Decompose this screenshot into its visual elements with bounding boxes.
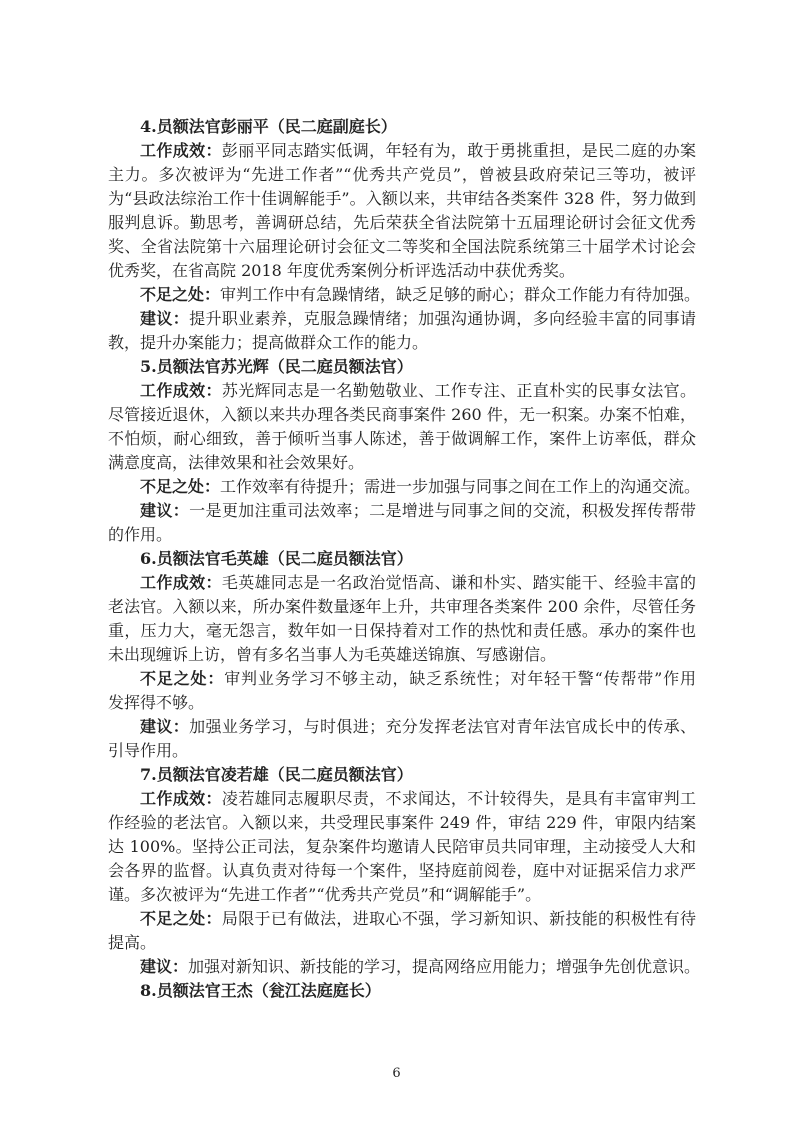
- line-text: 谨。多次被评为“先进工作者”“优秀共产党员”和“调解能手”。: [108, 885, 542, 904]
- judge-section: [108, 763, 701, 979]
- judge-section: [108, 979, 696, 1003]
- paragraph: [108, 307, 696, 355]
- judge-section: [108, 355, 701, 547]
- paragraph: [108, 499, 696, 547]
- line-text: 提高。: [108, 933, 157, 952]
- text-line: [108, 139, 696, 163]
- text-line: [108, 427, 696, 451]
- text-line: [108, 691, 696, 715]
- line-text: 作经验的老法官。入额以来，共受理民事案件 249 件，审结 229 件，审限内结案: [108, 813, 696, 832]
- text-line: [108, 907, 696, 931]
- line-text: 毛英雄同志是一名政治觉悟高、谦和朴实、踏实能干、经验丰富的: [221, 573, 696, 592]
- text-line: [108, 211, 696, 235]
- text-line: [108, 259, 696, 283]
- paragraph-label: 建议：: [140, 717, 190, 736]
- paragraph-label: 工作成效：: [140, 381, 222, 400]
- line-text: 彭丽平同志踏实低调，年轻有为，敢于勇挑重担，是民二庭的办案: [221, 141, 696, 160]
- line-text: 老法官。入额以来，所办案件数量逐年上升，共审理各类案件 200 余件，尽管任务: [108, 597, 696, 616]
- paragraph: [108, 955, 701, 979]
- line-text: 主力。多次被评为“先进工作者”“优秀共产党员”，曾被县政府荣记三等功，被评: [108, 165, 696, 184]
- line-text: 教，提升办案能力；提高做群众工作的能力。: [108, 333, 429, 352]
- text-line: [108, 235, 696, 259]
- line-text: 满意度高，法律效果和社会效果好。: [108, 453, 365, 472]
- text-line: [108, 955, 701, 979]
- paragraph-label: 工作成效：: [140, 573, 222, 592]
- text-line: [108, 595, 696, 619]
- paragraph: [108, 139, 696, 283]
- section-heading: 5.员额法官苏光辉（民二庭员额法官）: [140, 357, 413, 376]
- line-text: 加强业务学习，与时俱进；充分发挥老法官对青年法官成长中的传承、: [189, 717, 696, 736]
- paragraph: [108, 715, 696, 763]
- line-text: 会各界的监督。认真负责对待每一个案件，坚持庭前阅卷，庭中对证据采信力求严: [108, 861, 696, 880]
- line-text: 服判息诉。勤思考，善调研总结，先后荣获全省法院第十五届理论研讨会征文优秀: [108, 213, 696, 232]
- paragraph-label: 建议：: [140, 957, 189, 976]
- line-text: 奖、全省法院第十六届理论研讨会征文二等奖和全国法院系统第三十届学术讨论会: [108, 237, 696, 256]
- line-text: 苏光辉同志是一名勤勉敬业、工作专注、正直朴实的民事女法官。: [221, 381, 696, 400]
- paragraph-label: 工作成效：: [140, 789, 222, 808]
- paragraph-label: 不足之处：: [140, 477, 221, 496]
- text-line: [108, 667, 696, 691]
- text-line: [108, 859, 696, 883]
- text-line: [108, 931, 696, 955]
- line-text: 局限于已有做法，进取心不强，学习新知识、新技能的积极性有待: [221, 909, 696, 928]
- line-text: 尽管接近退休，入额以来共办理各类民商事案件 260 件，无一积案。办案不怕难，: [108, 405, 696, 424]
- text-line: [108, 643, 696, 667]
- line-text: 加强对新知识、新技能的学习，提高网络应用能力；增强争先创优意识。: [188, 957, 701, 976]
- paragraph: [108, 787, 696, 907]
- text-line: [108, 331, 696, 355]
- paragraph-label: 不足之处：: [140, 285, 221, 304]
- line-text: 引导作用。: [108, 741, 189, 760]
- paragraph-label: 建议：: [140, 501, 190, 520]
- line-text: 优秀奖，在省高院 2018 年度优秀案例分析评选活动中获优秀奖。: [108, 261, 575, 280]
- text-line: [108, 499, 696, 523]
- text-line: [108, 715, 696, 739]
- text-line: [108, 307, 696, 331]
- line-text: 的作用。: [108, 525, 173, 544]
- section-heading: 4.员额法官彭丽平（民二庭副庭长）: [140, 117, 397, 136]
- text-line: [108, 619, 696, 643]
- section-heading: 8.员额法官王杰（瓮江法庭庭长）: [140, 981, 381, 1000]
- line-text: 凌若雄同志履职尽责，不求闻达，不计较得失，是具有丰富审判工: [221, 789, 696, 808]
- judge-section: [108, 115, 701, 355]
- text-line: [108, 451, 696, 475]
- page-number: 6: [392, 1066, 401, 1081]
- paragraph-label: 工作成效：: [140, 141, 222, 160]
- text-line: [108, 787, 696, 811]
- text-line: [108, 283, 701, 307]
- text-line: [108, 811, 696, 835]
- text-line: [108, 379, 696, 403]
- line-text: 重，压力大，毫无怨言，数年如一日保持着对工作的热忱和责任感。承办的案件也: [108, 621, 696, 640]
- text-line: [108, 523, 696, 547]
- paragraph: [108, 475, 701, 499]
- section-heading: 7.员额法官凌若雄（民二庭员额法官）: [140, 765, 413, 784]
- line-text: 不怕烦，耐心细致，善于倾听当事人陈述，善于做调解工作，案件上访率低，群众: [108, 429, 696, 448]
- line-text: 工作效率有待提升；需进一步加强与同事之间在工作上的沟通交流。: [220, 477, 701, 496]
- paragraph: [108, 379, 696, 475]
- judge-section: [108, 547, 696, 763]
- line-text: 审判工作中有急躁情绪，缺乏足够的耐心；群众工作能力有待加强。: [220, 285, 701, 304]
- text-line: [108, 883, 696, 907]
- section-heading: 6.员额法官毛英雄（民二庭员额法官）: [140, 549, 413, 568]
- document-body: [108, 115, 701, 1003]
- paragraph: [108, 283, 701, 307]
- text-line: [108, 739, 696, 763]
- paragraph-label: 建议：: [140, 309, 190, 328]
- text-line: [108, 403, 696, 427]
- line-text: 审判业务学习不够主动，缺乏系统性；对年轻干警“传帮带”作用: [224, 669, 696, 688]
- paragraph: [108, 571, 696, 667]
- paragraph-label: 不足之处：: [140, 909, 222, 928]
- line-text: 发挥得不够。: [108, 693, 205, 712]
- text-line: [108, 835, 696, 859]
- line-text: 一是更加注重司法效率；二是增进与同事之间的交流，积极发挥传帮带: [189, 501, 696, 520]
- line-text: 提升职业素养，克服急躁情绪；加强沟通协调，多向经验丰富的同事请: [189, 309, 696, 328]
- text-line: [108, 163, 696, 187]
- line-text: 为“县政法综治工作十佳调解能手”。入额以来，共审结各类案件 328 件，努力做到: [108, 189, 696, 208]
- paragraph-label: 不足之处：: [140, 669, 225, 688]
- text-line: [108, 475, 701, 499]
- paragraph: [108, 907, 696, 955]
- paragraph: [108, 667, 696, 715]
- text-line: [108, 571, 696, 595]
- text-line: [108, 187, 696, 211]
- line-text: 达 100%。坚持公正司法，复杂案件均邀请人民陪审员共同审理，主动接受人大和: [108, 837, 696, 856]
- line-text: 未出现缠诉上访，曾有多名当事人为毛英雄送锦旗、写感谢信。: [108, 645, 557, 664]
